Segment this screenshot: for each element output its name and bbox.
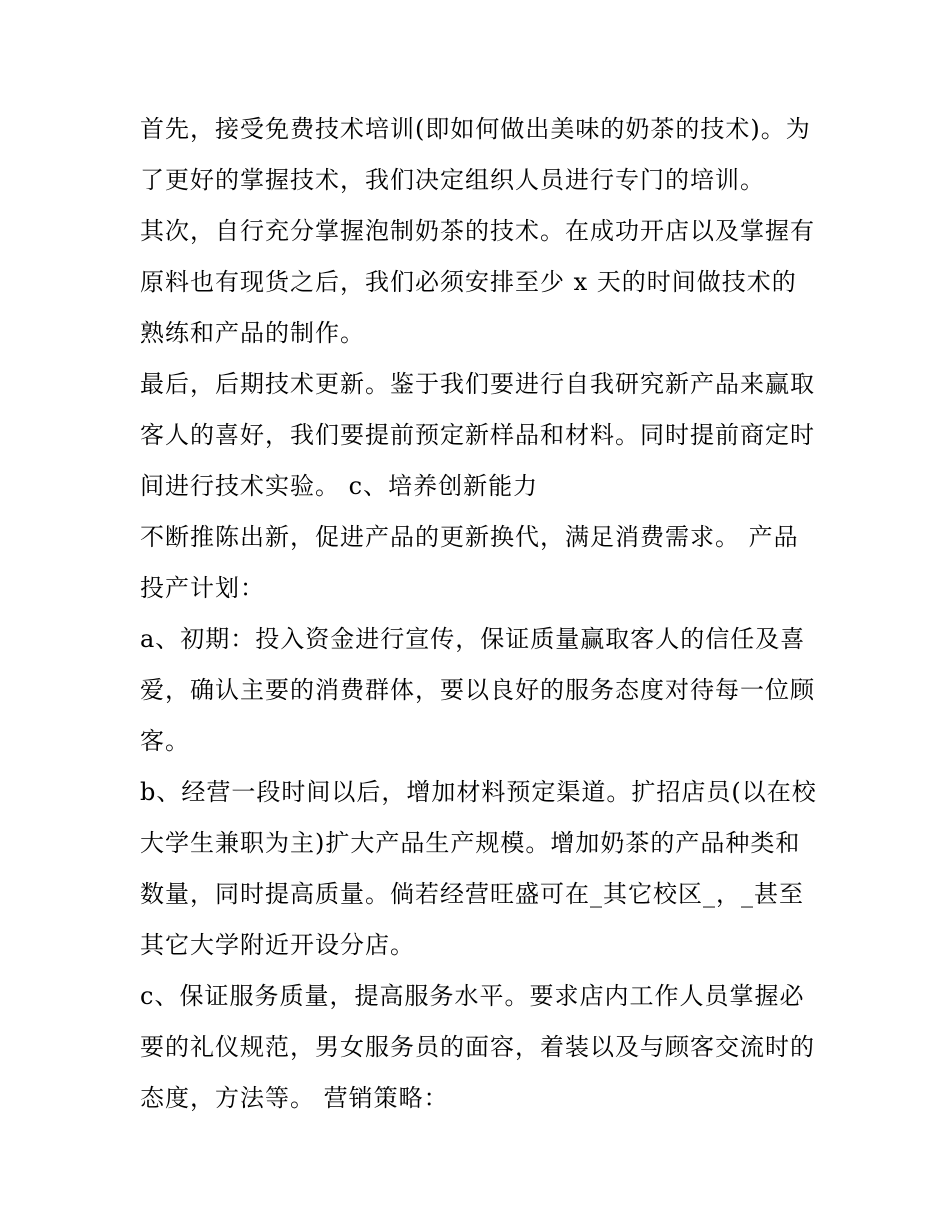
paragraph-training: 首先，接受免费技术培训(即如何做出美味的奶茶的技术)。为了更好的掌握技术，我们决定组织人员进行专门的培训。 (140, 115, 811, 194)
paragraph-mastery: 其次，自行充分掌握泡制奶茶的技术。在成功开店以及掌握有原料也有现货之后，我们必须安排至少 x 天的时间做技术的熟练和产品的制作。 (140, 217, 815, 347)
document-body (140, 104, 820, 1124)
paragraph-plan-a: a、初期：投入资金进行宣传，保证质量赢取客人的信任及喜爱，确认主要的消费群体，要以良好的服务态度对待每一位顾客。 (140, 625, 815, 755)
paragraph-plan-b: b、经营一段时间以后，增加材料预定渠道。扩招店员(以在校大学生兼职为主)扩大产品生产规模。增加奶茶的产品种类和数量，同时提高质量。倘若经营旺盛可在_其它校区_，_甚至其它大学附近开设分店。 (140, 778, 817, 959)
paragraph-updates: 最后，后期技术更新。鉴于我们要进行自我研究新产品来赢取客人的喜好，我们要提前预定新样品和材料。同时提前商定时间进行技术实验。 c、培养创新能力 (140, 370, 815, 500)
paragraph-innovation: 不断推陈出新，促进产品的更新换代，满足消费需求。 产品投产计划： (140, 523, 799, 602)
paragraph-plan-c: c、保证服务质量，提高服务水平。要求店内工作人员掌握必要的礼仪规范，男女服务员的面容，着装以及与顾客交流时的态度，方法等。 营销策略： (140, 982, 815, 1112)
